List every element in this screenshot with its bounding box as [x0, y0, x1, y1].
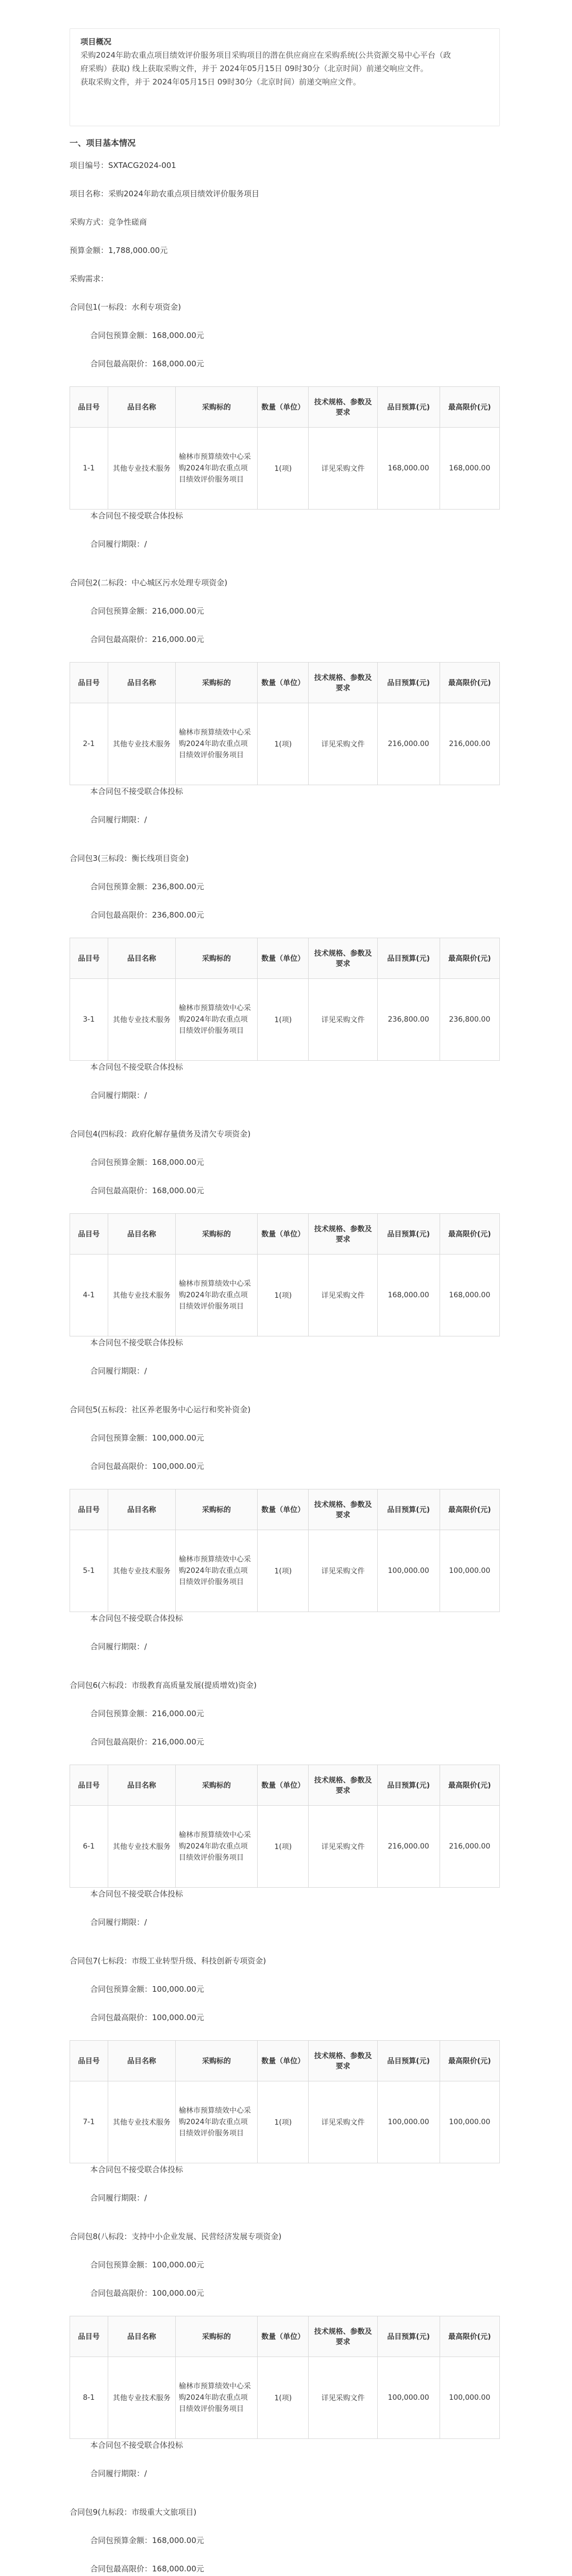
- header-spec: 技术规格、参数及要求: [309, 1489, 377, 1530]
- cell-item-budget: 100,000.00: [377, 2081, 440, 2163]
- notice-overview-line: 获取采购文件，并于 2024年05月15日 09时30分（北京时间）前递交响应文件。: [80, 77, 361, 87]
- lot-heading: 合同包8(八标段：支持中小企业发展、民营经济发展专项资金): [70, 2232, 282, 2241]
- lot-budget: 合同包预算金额：100,000.00元: [90, 2260, 204, 2269]
- header-purpose: 采购标的: [176, 2041, 258, 2081]
- header-price-limit: 最高限价(元): [440, 663, 499, 703]
- header-spec: 技术规格、参数及要求: [309, 1765, 377, 1806]
- header-quantity: 数量（单位）: [258, 2041, 309, 2081]
- cell-spec: 详见采购文件: [309, 979, 377, 1061]
- header-item-name: 品目名称: [108, 2041, 175, 2081]
- table-header-row: [70, 2041, 500, 2081]
- header-spec: 技术规格、参数及要求: [309, 1214, 377, 1255]
- table-row: [70, 1255, 500, 1336]
- cell-item-budget: 216,000.00: [377, 703, 440, 785]
- header-quantity: 数量（单位）: [258, 2316, 309, 2357]
- cell-item-name: 其他专业技术服务: [108, 703, 175, 785]
- lot-heading: 合同包9(九标段：市级重大文旅项目): [70, 2507, 197, 2517]
- header-spec: 技术规格、参数及要求: [309, 2041, 377, 2081]
- table-row: [70, 979, 500, 1061]
- cell-spec: 详见采购文件: [309, 1806, 377, 1888]
- cell-purpose: 榆林市预算绩效中心采购2024年助农重点项目绩效评价服务项目: [176, 428, 258, 510]
- lot-table: [70, 662, 500, 785]
- lot-price-limit: 合同包最高限价：168,000.00元: [90, 1186, 204, 1195]
- cell-spec: 详见采购文件: [309, 2357, 377, 2439]
- header-price-limit: 最高限价(元): [440, 2316, 499, 2357]
- cell-price-limit: 236,800.00: [440, 979, 499, 1061]
- cell-item-budget: 168,000.00: [377, 428, 440, 510]
- cell-purpose: 榆林市预算绩效中心采购2024年助农重点项目绩效评价服务项目: [176, 703, 258, 785]
- header-quantity: 数量（单位）: [258, 663, 309, 703]
- cell-purpose: 榆林市预算绩效中心采购2024年助农重点项目绩效评价服务项目: [176, 1530, 258, 1612]
- header-price-limit: 最高限价(元): [440, 1489, 499, 1530]
- cell-quantity: 1(项): [258, 1255, 309, 1336]
- lot-performance-period: 合同履行期限：/: [90, 1366, 147, 1376]
- cell-item-no: 2-1: [70, 703, 108, 785]
- cell-item-no: 5-1: [70, 1530, 108, 1612]
- lot-heading: 合同包7(七标段：市级工业转型升级、科技创新专项资金): [70, 1956, 266, 1965]
- lot-performance-period: 合同履行期限：/: [90, 1918, 147, 1927]
- header-item-name: 品目名称: [108, 387, 175, 428]
- header-item-budget: 品目预算(元): [377, 938, 440, 979]
- cell-item-name: 其他专业技术服务: [108, 1530, 175, 1612]
- header-item-no: 品目号: [70, 1214, 108, 1255]
- project-name: 项目名称：采购2024年助农重点项目绩效评价服务项目: [70, 189, 260, 198]
- notice-overview-line: 府采购）获取) 线上获取采购文件，并于 2024年05月15日 09时30分（北京时间）前递交响应文件。: [80, 64, 428, 73]
- cell-item-no: 1-1: [70, 428, 108, 510]
- lot-budget: 合同包预算金额：236,800.00元: [90, 882, 204, 891]
- cell-price-limit: 168,000.00: [440, 428, 499, 510]
- header-quantity: 数量（单位）: [258, 1214, 309, 1255]
- header-purpose: 采购标的: [176, 1214, 258, 1255]
- lot-table: [70, 1765, 500, 1888]
- header-item-name: 品目名称: [108, 1765, 175, 1806]
- lot-heading: 合同包3(三标段：衡长线项目资金): [70, 854, 189, 863]
- header-quantity: 数量（单位）: [258, 1765, 309, 1806]
- lot-price-limit: 合同包最高限价：168,000.00元: [90, 2564, 204, 2573]
- lot-heading: 合同包4(四标段：政府化解存量债务及清欠专项资金): [70, 1129, 251, 1139]
- cell-purpose: 榆林市预算绩效中心采购2024年助农重点项目绩效评价服务项目: [176, 1806, 258, 1888]
- lot-table: [70, 1489, 500, 1612]
- header-purpose: 采购标的: [176, 663, 258, 703]
- lot-table: [70, 2040, 500, 2163]
- header-quantity: 数量（单位）: [258, 938, 309, 979]
- lot-consortium-note: 本合同包不接受联合体投标: [90, 511, 183, 520]
- header-purpose: 采购标的: [176, 387, 258, 428]
- cell-price-limit: 216,000.00: [440, 703, 499, 785]
- header-spec: 技术规格、参数及要求: [309, 2316, 377, 2357]
- cell-item-name: 其他专业技术服务: [108, 1255, 175, 1336]
- lot-heading: 合同包2(二标段：中心城区污水处理专项资金): [70, 578, 228, 587]
- cell-price-limit: 100,000.00: [440, 1530, 499, 1612]
- table-header-row: [70, 1765, 500, 1806]
- cell-item-budget: 100,000.00: [377, 1530, 440, 1612]
- lot-budget: 合同包预算金额：216,000.00元: [90, 1709, 204, 1718]
- header-item-no: 品目号: [70, 2316, 108, 2357]
- header-item-budget: 品目预算(元): [377, 2041, 440, 2081]
- cell-price-limit: 168,000.00: [440, 1255, 499, 1336]
- header-purpose: 采购标的: [176, 1765, 258, 1806]
- cell-item-budget: 168,000.00: [377, 1255, 440, 1336]
- cell-price-limit: 100,000.00: [440, 2081, 499, 2163]
- header-price-limit: 最高限价(元): [440, 1765, 499, 1806]
- cell-quantity: 1(项): [258, 2357, 309, 2439]
- cell-item-budget: 100,000.00: [377, 2357, 440, 2439]
- header-item-name: 品目名称: [108, 663, 175, 703]
- cell-price-limit: 216,000.00: [440, 1806, 499, 1888]
- header-price-limit: 最高限价(元): [440, 1214, 499, 1255]
- header-purpose: 采购标的: [176, 2316, 258, 2357]
- header-item-no: 品目号: [70, 663, 108, 703]
- lot-budget: 合同包预算金额：216,000.00元: [90, 606, 204, 616]
- header-item-budget: 品目预算(元): [377, 1214, 440, 1255]
- cell-item-name: 其他专业技术服务: [108, 2081, 175, 2163]
- requirements-title: 采购需求：: [70, 274, 109, 283]
- table-row: [70, 2357, 500, 2439]
- lot-performance-period: 合同履行期限：/: [90, 1642, 147, 1651]
- cell-purpose: 榆林市预算绩效中心采购2024年助农重点项目绩效评价服务项目: [176, 2357, 258, 2439]
- lot-performance-period: 合同履行期限：/: [90, 2469, 147, 2478]
- lot-heading: 合同包5(五标段：社区养老服务中心运行和奖补资金): [70, 1405, 251, 1414]
- header-spec: 技术规格、参数及要求: [309, 387, 377, 428]
- lot-budget: 合同包预算金额：168,000.00元: [90, 1158, 204, 1167]
- lot-budget: 合同包预算金额：100,000.00元: [90, 1985, 204, 1994]
- lot-heading: 合同包1(一标段：水利专项资金): [70, 302, 181, 312]
- cell-purpose: 榆林市预算绩效中心采购2024年助农重点项目绩效评价服务项目: [176, 1255, 258, 1336]
- lot-price-limit: 合同包最高限价：100,000.00元: [90, 1462, 204, 1471]
- header-item-budget: 品目预算(元): [377, 1765, 440, 1806]
- header-spec: 技术规格、参数及要求: [309, 663, 377, 703]
- lot-performance-period: 合同履行期限：/: [90, 815, 147, 824]
- cell-quantity: 1(项): [258, 979, 309, 1061]
- lot-consortium-note: 本合同包不接受联合体投标: [90, 787, 183, 796]
- cell-quantity: 1(项): [258, 1806, 309, 1888]
- lot-consortium-note: 本合同包不接受联合体投标: [90, 2165, 183, 2174]
- header-item-name: 品目名称: [108, 2316, 175, 2357]
- cell-spec: 详见采购文件: [309, 2081, 377, 2163]
- cell-item-name: 其他专业技术服务: [108, 428, 175, 510]
- cell-item-name: 其他专业技术服务: [108, 2357, 175, 2439]
- lot-price-limit: 合同包最高限价：168,000.00元: [90, 359, 204, 368]
- header-quantity: 数量（单位）: [258, 387, 309, 428]
- header-purpose: 采购标的: [176, 938, 258, 979]
- lot-table: [70, 386, 500, 510]
- lot-consortium-note: 本合同包不接受联合体投标: [90, 1889, 183, 1899]
- table-row: [70, 703, 500, 785]
- procurement-method: 采购方式：竞争性磋商: [70, 217, 147, 227]
- cell-item-no: 8-1: [70, 2357, 108, 2439]
- lot-consortium-note: 本合同包不接受联合体投标: [90, 2441, 183, 2450]
- lot-price-limit: 合同包最高限价：236,800.00元: [90, 910, 204, 920]
- lot-table: [70, 938, 500, 1061]
- table-row: [70, 1530, 500, 1612]
- cell-purpose: 榆林市预算绩效中心采购2024年助农重点项目绩效评价服务项目: [176, 2081, 258, 2163]
- header-item-budget: 品目预算(元): [377, 387, 440, 428]
- cell-spec: 详见采购文件: [309, 428, 377, 510]
- cell-spec: 详见采购文件: [309, 1255, 377, 1336]
- table-header-row: [70, 387, 500, 428]
- header-price-limit: 最高限价(元): [440, 938, 499, 979]
- header-price-limit: 最高限价(元): [440, 387, 499, 428]
- table-row: [70, 2081, 500, 2163]
- lot-consortium-note: 本合同包不接受联合体投标: [90, 1338, 183, 1347]
- header-spec: 技术规格、参数及要求: [309, 938, 377, 979]
- header-item-budget: 品目预算(元): [377, 663, 440, 703]
- header-item-no: 品目号: [70, 938, 108, 979]
- header-item-no: 品目号: [70, 1765, 108, 1806]
- header-item-name: 品目名称: [108, 938, 175, 979]
- cell-item-budget: 236,800.00: [377, 979, 440, 1061]
- lot-budget: 合同包预算金额：168,000.00元: [90, 331, 204, 340]
- notice-overview-box: [70, 28, 500, 126]
- lot-table: [70, 1213, 500, 1336]
- table-header-row: [70, 1214, 500, 1255]
- section-title-basic-info: 一、项目基本情况: [70, 138, 136, 148]
- cell-item-budget: 216,000.00: [377, 1806, 440, 1888]
- table-header-row: [70, 1489, 500, 1530]
- budget-amount: 预算金额：1,788,000.00元: [70, 246, 168, 255]
- cell-item-name: 其他专业技术服务: [108, 1806, 175, 1888]
- header-item-budget: 品目预算(元): [377, 2316, 440, 2357]
- cell-quantity: 1(项): [258, 2081, 309, 2163]
- lot-price-limit: 合同包最高限价：216,000.00元: [90, 635, 204, 644]
- cell-spec: 详见采购文件: [309, 1530, 377, 1612]
- lot-consortium-note: 本合同包不接受联合体投标: [90, 1614, 183, 1623]
- cell-item-name: 其他专业技术服务: [108, 979, 175, 1061]
- header-price-limit: 最高限价(元): [440, 2041, 499, 2081]
- lot-heading: 合同包6(六标段：市级教育高质量发展(提质增效)资金): [70, 1681, 257, 1690]
- cell-price-limit: 100,000.00: [440, 2357, 499, 2439]
- lot-price-limit: 合同包最高限价：100,000.00元: [90, 2013, 204, 2022]
- header-item-no: 品目号: [70, 387, 108, 428]
- lot-price-limit: 合同包最高限价：216,000.00元: [90, 1737, 204, 1747]
- header-item-budget: 品目预算(元): [377, 1489, 440, 1530]
- cell-item-no: 4-1: [70, 1255, 108, 1336]
- lot-price-limit: 合同包最高限价：100,000.00元: [90, 2289, 204, 2298]
- lot-performance-period: 合同履行期限：/: [90, 539, 147, 549]
- table-header-row: [70, 938, 500, 979]
- cell-purpose: 榆林市预算绩效中心采购2024年助农重点项目绩效评价服务项目: [176, 979, 258, 1061]
- lot-budget: 合同包预算金额：100,000.00元: [90, 1433, 204, 1443]
- notice-overview-title: 项目概况: [80, 37, 112, 46]
- notice-overview-line: 采购2024年助农重点项目绩效评价服务项目采购项目的潜在供应商应在采购系统(公共资源交易中心平台（政: [80, 50, 451, 60]
- header-quantity: 数量（单位）: [258, 1489, 309, 1530]
- header-item-name: 品目名称: [108, 1214, 175, 1255]
- lot-performance-period: 合同履行期限：/: [90, 2193, 147, 2202]
- header-purpose: 采购标的: [176, 1489, 258, 1530]
- cell-quantity: 1(项): [258, 428, 309, 510]
- header-item-name: 品目名称: [108, 1489, 175, 1530]
- header-item-no: 品目号: [70, 1489, 108, 1530]
- table-header-row: [70, 663, 500, 703]
- cell-spec: 详见采购文件: [309, 703, 377, 785]
- cell-quantity: 1(项): [258, 703, 309, 785]
- lot-budget: 合同包预算金额：168,000.00元: [90, 2536, 204, 2545]
- table-row: [70, 1806, 500, 1888]
- lot-consortium-note: 本合同包不接受联合体投标: [90, 1062, 183, 1072]
- header-item-no: 品目号: [70, 2041, 108, 2081]
- lot-table: [70, 2316, 500, 2439]
- lot-performance-period: 合同履行期限：/: [90, 1091, 147, 1100]
- cell-quantity: 1(项): [258, 1530, 309, 1612]
- project-number: 项目编号：SXTACG2024-001: [70, 161, 176, 170]
- table-header-row: [70, 2316, 500, 2357]
- table-row: [70, 428, 500, 510]
- cell-item-no: 3-1: [70, 979, 108, 1061]
- cell-item-no: 7-1: [70, 2081, 108, 2163]
- cell-item-no: 6-1: [70, 1806, 108, 1888]
